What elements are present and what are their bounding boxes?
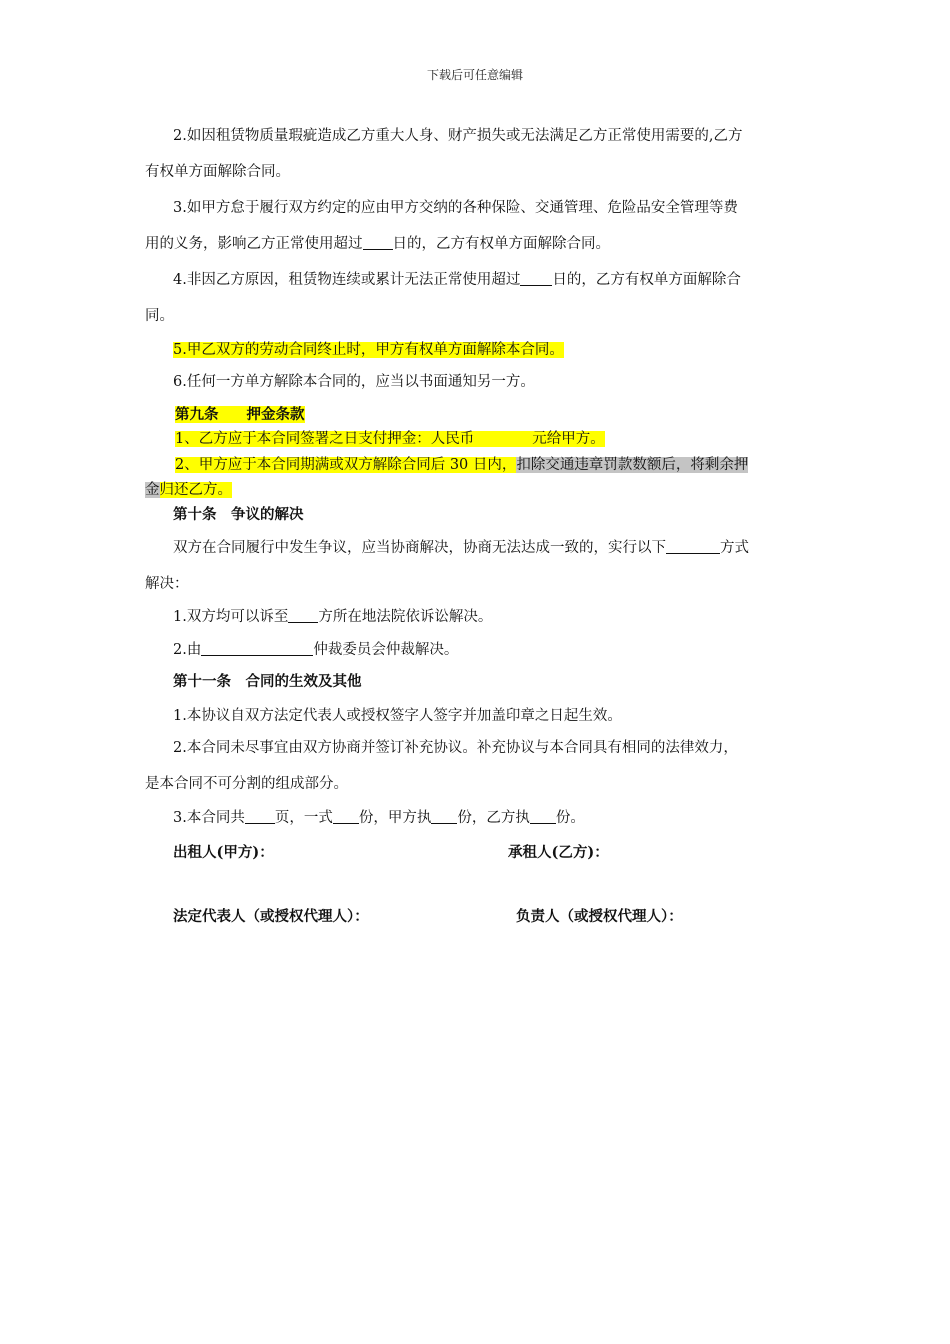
days-blank-1[interactable] (363, 235, 393, 250)
deposit-item-1-text-a: 1、乙方应于本合同签署之日支付押金：人民币 (175, 431, 475, 447)
dispute-intro-text-b: 方式 (720, 540, 749, 556)
article-9-number: 第九条 (175, 406, 219, 423)
clause-8-2-line1: 2.如因租赁物质量瑕疵造成乙方重大人身、财产损失或无法满足乙方正常使用需要的,乙方 (173, 128, 743, 144)
arbitration-blank[interactable] (201, 641, 313, 656)
dispute-option-1-text-a: 1.双方均可以诉至 (173, 609, 289, 625)
effect-clause-3-text-a: 3.本合同共 (173, 810, 245, 826)
article-10-title: 第十条 争议的解决 (173, 506, 304, 523)
clause-8-5 (173, 340, 564, 360)
dispute-intro-text-a: 双方在合同履行中发生争议，应当协商解决，协商无法达成一致的，实行以下 (173, 540, 666, 556)
deposit-item-1-highlight (175, 431, 605, 447)
effect-clause-3 (173, 808, 585, 828)
effect-clause-3-text-c: 份，甲方执 (358, 810, 432, 826)
clause-8-4-text-b: 日的，乙方有权单方面解除合 (552, 272, 741, 288)
clause-8-6: 6.任何一方单方解除本合同的，应当以书面通知另一方。 (173, 374, 535, 390)
clause-8-3-line2 (145, 234, 610, 254)
effect-clause-3-text-b: 页，一式 (274, 810, 333, 826)
article-9-title-highlight (175, 406, 305, 423)
deposit-item-2-gray: 扣除交通违章罚款数额后，将剩余押 (516, 457, 749, 473)
party-b-copies-blank[interactable] (530, 809, 556, 824)
effect-clause-1: 1.本协议自双方法定代表人或授权签字人签字并加盖印章之日起生效。 (173, 708, 622, 724)
effect-clause-3-text-d: 份，乙方执 (457, 810, 530, 826)
clause-8-3-text-a: 用的义务，影响乙方正常使用超过 (145, 236, 363, 252)
clause-8-2-line2: 有权单方面解除合同。 (145, 164, 290, 180)
dispute-intro-line1 (173, 538, 749, 558)
deposit-item-2-line1 (175, 455, 748, 475)
clause-8-4-text-a: 4.非因乙方原因，租赁物连续或累计无法正常使用超过 (173, 272, 521, 288)
responsible-person-label: 负责人（或授权代理人）： (516, 908, 683, 925)
copies-blank[interactable] (333, 809, 359, 824)
lessor-label: 出租人(甲方)： (173, 844, 274, 861)
deposit-item-2-gray-2: 金 (145, 482, 160, 498)
deposit-item-2-highlight: 2、甲方应于本合同期满或双方解除合同后 30 日内， (175, 457, 517, 473)
effect-clause-3-text-e: 份。 (555, 810, 585, 826)
article-11-title: 第十一条 合同的生效及其他 (173, 673, 362, 690)
resolution-method-blank[interactable] (666, 539, 720, 554)
deposit-item-2-highlight-2: 归还乙方。 (159, 482, 232, 498)
clause-8-3-text-b: 日的，乙方有权单方面解除合同。 (392, 236, 610, 252)
dispute-option-2-text-a: 2.由 (173, 642, 202, 658)
clause-8-4-line1 (173, 270, 741, 290)
article-9-name: 押金条款 (246, 406, 305, 423)
effect-clause-2-line1: 2.本合同未尽事宜由双方协商并签订补充协议。补充协议与本合同具有相同的法律效力， (173, 740, 738, 756)
lessee-label: 承租人(乙方)： (508, 844, 609, 861)
dispute-option-2 (173, 640, 458, 660)
dispute-option-1-text-b: 方所在地法院依诉讼解决。 (318, 609, 493, 625)
court-party-blank[interactable] (288, 608, 318, 623)
effect-clause-2-line2: 是本合同不可分割的组成部分。 (145, 776, 348, 792)
dispute-intro-line2: 解决： (145, 576, 189, 592)
legal-representative-label: 法定代表人（或授权代理人）： (173, 908, 369, 925)
clause-8-4-line2: 同。 (145, 308, 174, 324)
deposit-item-1 (175, 429, 605, 449)
deposit-item-2-line2 (145, 480, 232, 500)
clause-8-5-highlight: 5.甲乙双方的劳动合同终止时，甲方有权单方面解除本合同。 (173, 342, 564, 358)
days-blank-2[interactable] (520, 271, 552, 286)
page-header: 下载后可任意编辑 (426, 68, 523, 82)
dispute-option-2-text-b: 仲裁委员会仲裁解决。 (313, 642, 459, 658)
dispute-option-1 (173, 607, 492, 627)
clause-8-3-line1: 3.如甲方怠于履行双方约定的应由甲方交纳的各种保险、交通管理、危险品安全管理等费 (173, 200, 738, 216)
article-9-title (175, 405, 305, 425)
pages-blank[interactable] (245, 809, 275, 824)
party-a-copies-blank[interactable] (431, 809, 457, 824)
deposit-item-1-text-b: 元给甲方。 (532, 431, 605, 447)
